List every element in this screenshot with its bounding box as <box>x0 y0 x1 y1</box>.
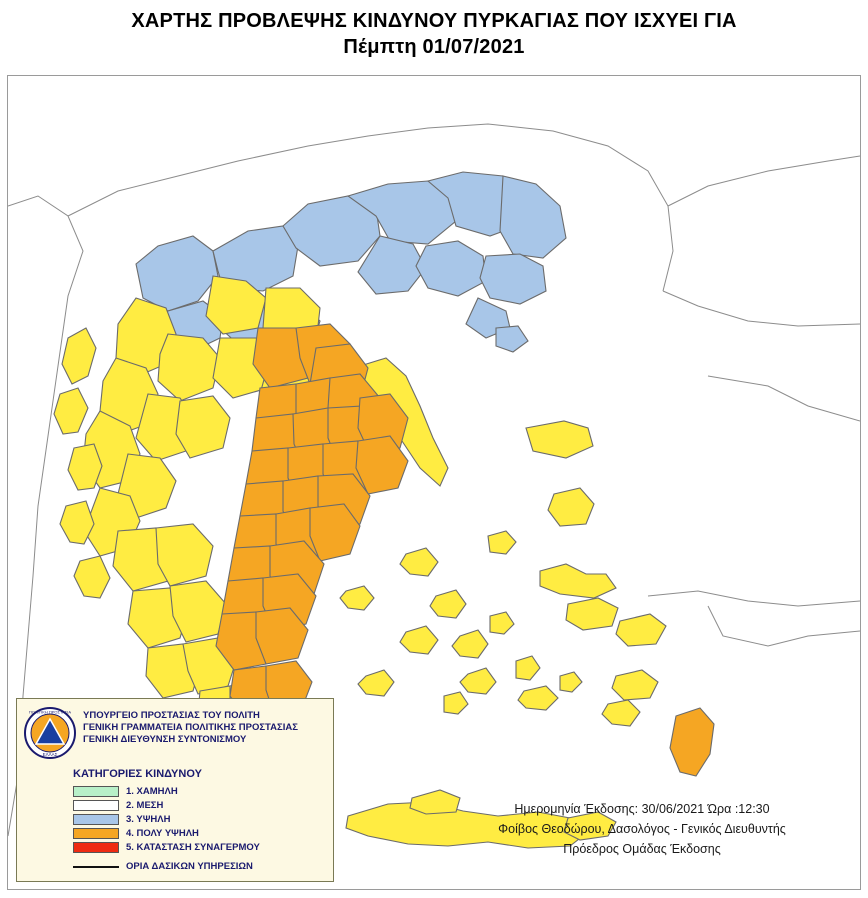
legend-swatch-high <box>73 814 119 825</box>
svg-text:ΕΛΛΑΣ: ΕΛΛΑΣ <box>42 752 58 757</box>
legend-box <box>16 698 334 882</box>
org-line-2: ΓΕΝΙΚΗ ΓΡΑΜΜΑΤΕΙΑ ΠΟΛΙΤΙΚΗΣ ΠΡΟΣΤΑΣΙΑΣ <box>83 722 298 733</box>
boundary-line-icon <box>73 866 119 868</box>
legend-swatch-low <box>73 786 119 797</box>
legend-item-boundary <box>73 861 333 872</box>
civil-protection-logo-icon <box>23 706 77 760</box>
legend-swatch-very-high <box>73 828 119 839</box>
org-line-1: ΥΠΟΥΡΓΕΙΟ ΠΡΟΣΤΑΣΙΑΣ ΤΟΥ ΠΟΛΙΤΗ <box>83 710 260 721</box>
org-line-3: ΓΕΝΙΚΗ ΔΙΕΥΘΥΝΣΗ ΣΥΝΤΟΝΙΣΜΟΥ <box>83 734 247 745</box>
author-role: Πρόεδρος Ομάδας Έκδοσης <box>563 842 721 856</box>
issue-date: Ημερομηνία Έκδοσης: 30/06/2021 Ώρα :12:30 <box>514 802 770 816</box>
author-name: Φοίβος Θεοδώρου, Δασολόγος - Γενικός Διευθυντής <box>498 822 786 836</box>
legend-items <box>73 784 333 854</box>
legend-item-2 <box>73 798 333 812</box>
title-line-2: Πέμπτη 01/07/2021 <box>343 36 525 58</box>
svg-text:ΠΟΛΙΤΙΚΗ ΠΡΟΣΤΑΣΙΑ: ΠΟΛΙΤΙΚΗ ΠΡΟΣΤΑΣΙΑ <box>28 709 72 715</box>
legend-swatch-alert <box>73 842 119 853</box>
legend-header <box>17 699 333 760</box>
legend-item-4 <box>73 826 333 840</box>
credits-block <box>442 799 842 859</box>
legend-item-5 <box>73 840 333 854</box>
legend-label-alert: 5. ΚΑΤΑΣΤΑΣΗ ΣΥΝΑΓΕΡΜΟΥ <box>126 841 260 853</box>
legend-item-1 <box>73 784 333 798</box>
legend-label-boundary: ΟΡΙΑ ΔΑΣΙΚΩΝ ΥΠΗΡΕΣΙΩΝ <box>126 861 253 872</box>
legend-label-high: 3. ΥΨΗΛΗ <box>126 813 171 825</box>
legend-title: ΚΑΤΗΓΟΡΙΕΣ ΚΙΝΔΥΝΟΥ <box>73 768 202 780</box>
legend-label-medium: 2. ΜΕΣΗ <box>126 799 164 811</box>
map-frame[interactable] <box>7 75 861 890</box>
organization-name <box>83 706 298 746</box>
legend-item-3 <box>73 812 333 826</box>
legend-swatch-medium <box>73 800 119 811</box>
legend-label-low: 1. ΧΑΜΗΛΗ <box>126 785 178 797</box>
title-line-1: ΧΑΡΤΗΣ ΠΡΟΒΛΕΨΗΣ ΚΙΝΔΥΝΟΥ ΠΥΡΚΑΓΙΑΣ ΠΟΥ ΙΣΧΥΕΙ ΓΙΑ <box>131 10 737 32</box>
legend-label-very-high: 4. ΠΟΛΥ ΥΨΗΛΗ <box>126 827 199 839</box>
page-title <box>0 0 868 60</box>
